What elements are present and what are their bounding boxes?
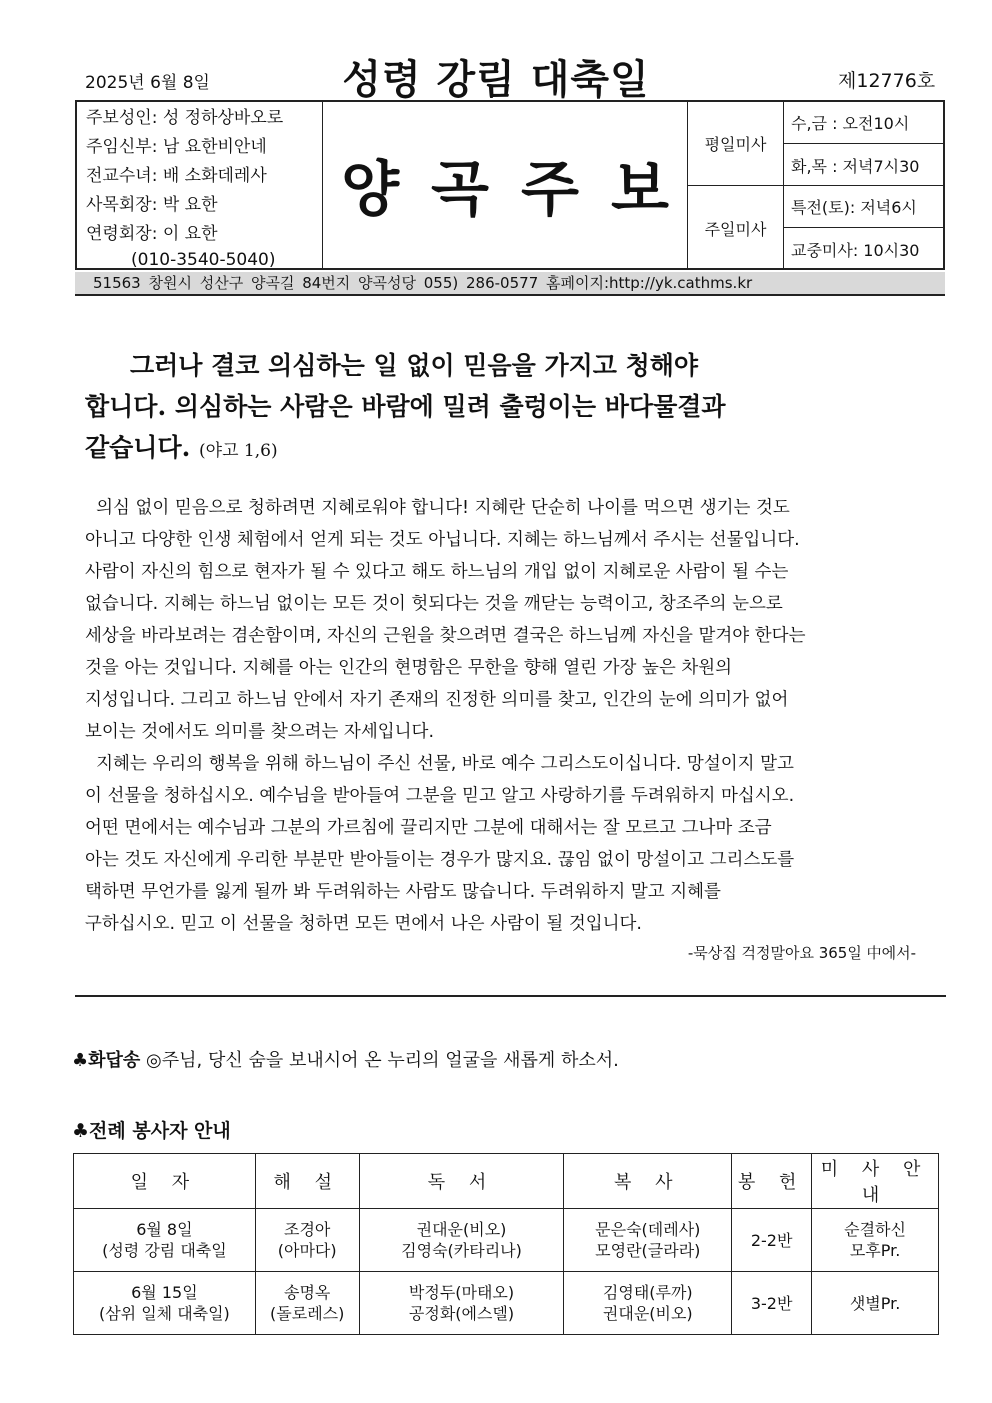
sunday-mass-label: 주일미사: [688, 186, 784, 270]
reflection-line: 지혜는 우리의 행복을 위해 하느님이 주신 선물, 바로 예수 그리스도이십니다. 망설이지 말고: [85, 754, 794, 774]
reflection-line: 이 선물을 청하십시오. 예수님을 받아들여 그분을 믿고 알고 사랑하기를 두려워하지 마십시오.: [85, 786, 795, 806]
sunday-mass: [687, 186, 943, 270]
reflection-line: 것을 아는 것입니다. 지혜를 아는 인간의 현명함은 무한을 향해 열린 가장 높은 차원의: [85, 658, 733, 678]
cell-line: (성령 강림 대축일: [102, 1241, 227, 1260]
cell-reading: [359, 1209, 564, 1272]
cell-line: 공정화(에스델): [408, 1304, 515, 1323]
cell-commentary: [255, 1209, 359, 1272]
cell-line: 권대운(비오): [602, 1304, 693, 1323]
staff-council-president: 사목회장: 박 요한: [86, 195, 218, 215]
cell-line: 권대운(비오): [416, 1220, 507, 1239]
bulletin-logo: [323, 102, 687, 268]
cell-line: 송명옥: [284, 1283, 331, 1302]
psalm-text: ◎주님, 당신 숨을 보내시어 온 누리의 얼굴을 새롭게 하소서.: [140, 1050, 619, 1071]
weekday-mass-time: 화,목 : 저녁7시30: [791, 156, 920, 176]
cell-mass-info: 샛별Pr.: [812, 1272, 939, 1335]
staff-list: [77, 102, 323, 268]
sunday-mass-time: 특전(토): 저녁6시: [783, 186, 944, 228]
brand-char: 곡: [431, 155, 489, 225]
col-header-reading: 독 서: [359, 1154, 564, 1209]
issue-date: 2025년 6월 8일: [85, 73, 210, 93]
reflection-line: 지성입니다. 그리고 하느님 안에서 자기 존재의 진정한 의미를 찾고, 인간의 눈에 의미가 없어: [85, 690, 789, 710]
reflection-source: -묵상집 걱정말아요 365일 中에서-: [687, 944, 916, 962]
verse-line: 같습니다.: [85, 433, 191, 462]
staff-patron: 주보성인: 성 정하상바오로: [86, 108, 284, 128]
cell-date: [74, 1209, 256, 1272]
scripture-verse: [85, 345, 935, 472]
cell-line: 문은숙(데레사): [595, 1220, 701, 1239]
col-header-date: 일 자: [74, 1154, 256, 1209]
cell-reading: [359, 1272, 564, 1335]
col-header-offering: 봉 헌: [732, 1154, 812, 1209]
cell-line: 김영숙(카타리나): [401, 1241, 522, 1260]
weekday-mass-time: 수,금 : 오전10시: [783, 102, 944, 144]
verse-citation: (야고 1,6): [199, 441, 278, 461]
cell-line: 6월 8일: [136, 1220, 193, 1239]
cell-commentary: [255, 1272, 359, 1335]
cell-line: 조경아: [284, 1220, 331, 1239]
service-table: [73, 1153, 939, 1335]
brand-char: 주: [521, 155, 579, 225]
reflection-line: 아는 것도 자신에게 우리한 부분만 받아들이는 경우가 많지요. 끊임 없이 망설이고 그리스도를: [85, 850, 795, 870]
staff-sister: 전교수녀: 배 소화데레사: [86, 166, 267, 186]
brand-char: 보: [610, 155, 669, 225]
col-header-commentary: 해 설: [255, 1154, 359, 1209]
cell-mass-info: [812, 1209, 939, 1272]
responsorial-psalm: [72, 1046, 619, 1072]
col-header-altar-server: 복 사: [564, 1154, 732, 1209]
cell-line: 박정두(마태오): [408, 1283, 515, 1302]
cell-line: 모영란(글라라): [595, 1241, 701, 1260]
masthead: [75, 100, 945, 270]
mass-schedule: [687, 102, 943, 268]
verse-line: 합니다. 의심하는 사람은 바람에 밀려 출렁이는 바다물결과: [85, 392, 726, 421]
cell-line: (아마다): [277, 1241, 337, 1260]
cell-line: 모후Pr.: [849, 1241, 901, 1260]
reflection-line: 어떤 면에서는 예수님과 그분의 가르침에 끌리지만 그분에 대해서는 잘 모르고 그나마 조금: [85, 818, 772, 838]
cell-line: 6월 15일: [131, 1283, 198, 1302]
reflection-line: 세상을 바라보려는 겸손함이며, 자신의 근원을 찾으려면 결국은 하느님께 자신을 맡겨야 한다는: [85, 626, 806, 646]
sunday-mass-time: 교중미사: 10시30: [791, 240, 920, 260]
cell-date: [74, 1272, 256, 1335]
reflection-line: 사람이 자신의 힘으로 현자가 될 수 있다고 해도 하느님의 개입 없이 지혜로운 사람이 될 수는: [85, 562, 789, 582]
weekday-mass-label: 평일미사: [688, 102, 784, 185]
issue-number: 제12776호: [838, 70, 936, 92]
reflection-line: 의심 없이 믿음으로 청하려면 지혜로워야 합니다! 지혜란 단순히 나이를 먹으면 생기는 것도: [85, 498, 790, 518]
reflection-line: 보이는 것에서도 의미를 찾으려는 자세입니다.: [85, 722, 435, 742]
cell-line: 순결하신: [844, 1220, 906, 1239]
service-section-title: ♣전례 봉사자 안내: [72, 1120, 231, 1142]
cell-offering: 2-2반: [732, 1209, 812, 1272]
cell-line: (삼위 일체 대축일): [98, 1304, 230, 1323]
cell-line: (돌로레스): [270, 1304, 345, 1323]
staff-pastor: 주임신부: 남 요한비안네: [86, 137, 267, 157]
cell-offering: 3-2반: [732, 1272, 812, 1335]
parish-address-bar: 51563 창원시 성산구 양곡길 84번지 양곡성당 055) 286-0577 홈페이지:http://yk.cathms.kr: [75, 272, 945, 296]
table-header-row: [74, 1154, 939, 1209]
weekday-mass: [687, 102, 943, 186]
reflection-text: [85, 492, 935, 940]
brand-char: 양: [341, 155, 400, 225]
psalm-label: ♣화답송: [72, 1050, 141, 1071]
reflection-line: 아니고 다양한 인생 체험에서 얻게 되는 것도 아닙니다. 지혜는 하느님께서 주시는 선물입니다.: [85, 530, 800, 550]
cell-line: 김영태(루까): [602, 1283, 693, 1302]
verse-line: 그러나 결코 의심하는 일 없이 믿음을 가지고 청해야: [130, 351, 699, 380]
divider: [75, 995, 946, 997]
staff-phone: (010-3540-5040): [131, 250, 276, 270]
cell-altar-server: [564, 1272, 732, 1335]
reflection-line: 구하십시오. 믿고 이 선물을 청하면 모든 면에서 나은 사람이 될 것입니다.: [85, 914, 642, 934]
reflection-line: 택하면 무언가를 잃게 될까 봐 두려워하는 사람도 많습니다. 두려워하지 말고 지혜를: [85, 882, 721, 902]
col-header-mass-info: 미 사 안 내: [812, 1154, 939, 1209]
staff-funeral-president: 연령회장: 이 요한: [86, 224, 218, 244]
reflection-line: 없습니다. 지혜는 하느님 없이는 모든 것이 헛되다는 것을 깨닫는 능력이고, 창조주의 눈으로: [85, 594, 783, 614]
table-row: [74, 1209, 939, 1272]
page-title: 성령 강림 대축일: [342, 57, 650, 103]
cell-altar-server: [564, 1209, 732, 1272]
table-row: [74, 1272, 939, 1335]
